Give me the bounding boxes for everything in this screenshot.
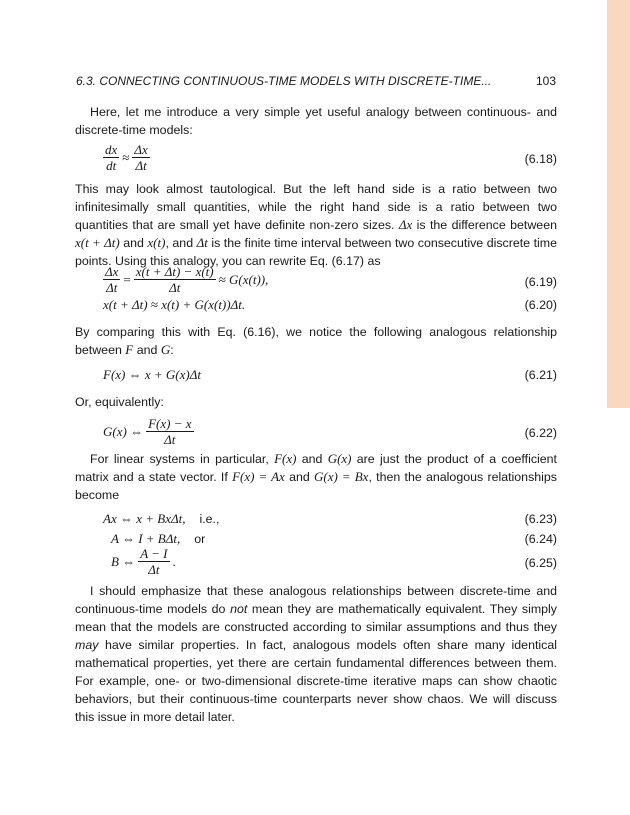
equation-number-6-20: (6.20) xyxy=(524,298,557,312)
equation-number-6-24: (6.24) xyxy=(524,532,557,546)
running-title: 6.3. CONNECTING CONTINUOUS-TIME MODELS WITH DISCRETE-TIME... xyxy=(76,74,492,88)
equation-number-6-19: (6.19) xyxy=(524,275,557,289)
paragraph-linear-systems: For linear systems in particular, F(x) and G(x) are just the product of a coefficient matrix and a state vector. If F(x) = Ax and G(x) = Bx, then the analogous relationships become xyxy=(75,451,558,502)
page-number: 103 xyxy=(535,74,556,88)
equation-6-20: x(t + Δt) ≈ x(t) + G(x(t))Δt. xyxy=(103,297,246,312)
equation-6-19: $\frac{\Delta x}{\Delta t}$ = $\frac{x(t + \Delta t) - x(t)}{\Delta t}$ ≈ G(x(t)), xyxy=(105,264,269,295)
equation-number-6-23: (6.23) xyxy=(524,512,557,526)
frac-dx-dt: $\frac{dx}{dt}$ xyxy=(105,142,118,173)
paragraph-comparison: By comparing this with Eq. (6.16), we notice the following analogous relationship between F and G: xyxy=(75,325,557,357)
frac-a-minus-i: $\frac{A - I}{\Delta t}$ xyxy=(140,546,168,577)
frac-delta-x-delta-t: $\frac{\Delta x}{\Delta t}$ xyxy=(134,142,148,173)
frac-f-minus-x: $\frac{F(x) - x}{\Delta t}$ xyxy=(148,416,192,447)
equation-number-6-25: (6.25) xyxy=(524,556,557,570)
equation-6-21: F(x) ⇔ x + G(x)Δt xyxy=(103,367,201,382)
equation-6-22: G(x) ⇔ $\frac{F(x) - x}{\Delta t}$ xyxy=(103,416,192,447)
equation-number-6-18: (6.18) xyxy=(524,152,557,166)
paragraph-equivalently: Or, equivalently: xyxy=(75,395,164,409)
frac-delta-x-delta-t: $\frac{\Delta x}{\Delta t}$ xyxy=(105,264,119,295)
paragraph-intro: Here, let me introduce a very simple yet useful analogy between continuous- and discrete-time models: xyxy=(75,105,557,137)
equation-6-24: A ⇔ I + BΔt, or xyxy=(111,531,206,546)
equation-6-23: Ax ⇔ x + BxΔt, i.e., xyxy=(103,511,220,526)
frac-difference-quotient: $\frac{x(t + \Delta t) - x(t)}{\Delta t}$ xyxy=(135,264,214,295)
running-header xyxy=(76,74,556,92)
equation-6-18: $\frac{dx}{dt}$ ≈ $\frac{\Delta x}{\Delta t}$ xyxy=(105,142,148,173)
paragraph-analogy: This may look almost tautological. But the left hand side is a ratio between two infinitesimally small quantities, while the right hand side is a ratio between two quantities that are small yet have definite non-zero sizes. Δx is the difference between x(t + Δt) and x(t), and Δt is the finite time interval between two consecutive discrete time points. Using this analogy, you can rewrite Eq. (6.17) as xyxy=(75,182,557,268)
paragraph-emphasis: I should emphasize that these analogous relationships between discrete-time and continuous-time models do not mean they are mathematically equivalent. They simply mean that the models are constructed according to similar assumptions and thus they may have similar properties. In fact, analogous models often share many identical mathematical properties, yet there are certain fundamental differences between them. For example, one- or two-dimensional discrete-time iterative maps can show chaotic behaviors, but their continuous-time counterparts never show chaos. We will discuss this issue in more detail later. xyxy=(75,584,557,724)
chapter-side-tab xyxy=(607,0,630,408)
equation-6-25: B ⇔ $\frac{A - I}{\Delta t}$ . xyxy=(111,546,176,577)
equation-number-6-22: (6.22) xyxy=(524,426,557,440)
equation-number-6-21: (6.21) xyxy=(524,368,557,382)
